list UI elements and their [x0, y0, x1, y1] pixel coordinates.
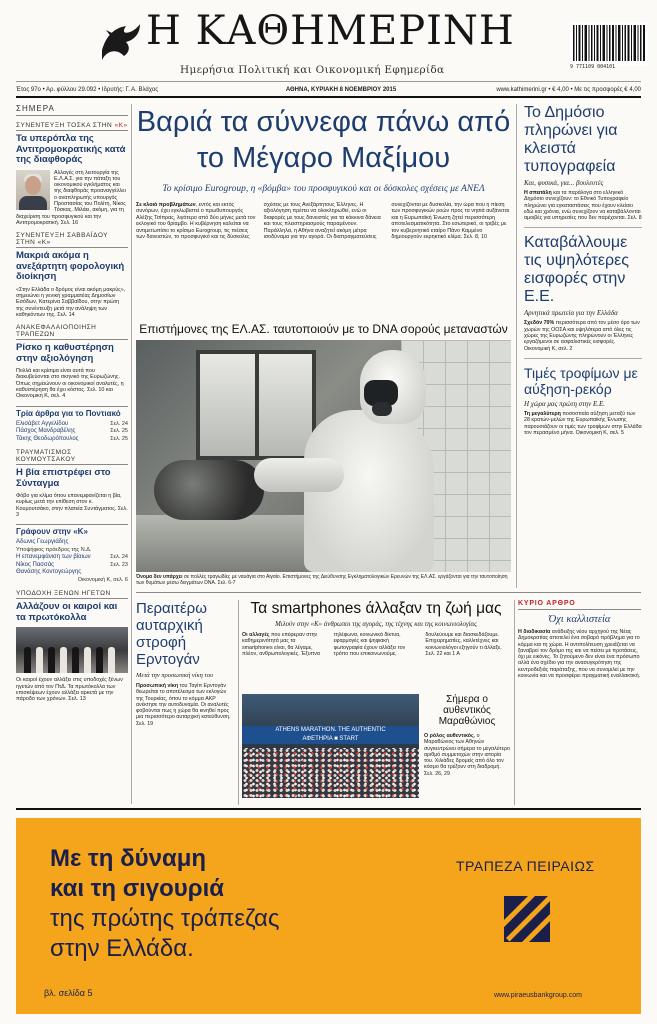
piraeus-bank-logo-icon [504, 896, 550, 942]
left-sidebar [16, 104, 128, 804]
column-divider [238, 600, 239, 805]
lab-photo [136, 340, 511, 572]
today-label: ΣΗΜΕΡΑ [16, 104, 128, 116]
story-deck: Η χώρα μας πρώτη στην Ε.Ε. [524, 399, 606, 408]
marathon-story [424, 694, 510, 777]
story-text: Πολλά και κρίσιμα είναι αυτά που διακυβεύονται στο σκηνικό της Ευρωζώνης. Όπως σημειώνουν οι οικονομικοί αναλυτές, η καθυστέρηση θα έχει κόστος. Σελ. 10 και Οικονομική Κ, σελ. 4 [16, 368, 124, 400]
story-text: Οι αλλαγές που επέφεραν στην καθημερινότητά μας τα smartphones είναι, θα λέγαμε, πλέον, ανθρωπολογικές. Έξυπνα τηλέφωνα, κοινωνικά δίκτυα, εφαρμογές και ψηφιακή φωτογραφία έχουν αλλάξει τον τρόπο που επικοινωνούμε, δουλεύουμε και διασκεδάζουμε. Επιχειρηματίες, καλλιτέχνες και κοινωνιολόγοι εξηγούν τι άλλαξε. Σελ. 22 και 1 Α [242, 632, 502, 657]
ad-headline: Με τη δύναμη και τη σιγουριά [50, 845, 225, 902]
story-headline[interactable]: Περαιτέρω αυταρχική στροφή Ερντογάν [136, 600, 207, 668]
columnist-list [16, 539, 128, 584]
section-label: ΥΠΟΔΟΧΗ ΞΕΝΩΝ ΗΓΕΤΩΝ [16, 590, 128, 599]
editorial [518, 600, 641, 679]
list-item[interactable]: Αδωνις Γεωργιάδης [16, 539, 69, 546]
column-divider [514, 600, 515, 805]
main-deck: Το κρίσιμο Eurogroup, η «βόμβα» του προσφυγικού και οι δύσκολες σχέσεις με ΑΝΕΛ [162, 184, 485, 194]
marathon-banner: ATHENS MARATHON. THE AUTHENTIC ΑΦΕΤΗΡΙΑ ■ START [242, 726, 419, 744]
section-label: ΤΡΑΥΜΑΤΙΣΜΟΣ ΚΟΥΜΟΥΤΣΑΚΟΥ [16, 449, 128, 465]
story-text: Η διαδικασία ανάδειξης νέου αρχηγού της Νέας Δημοκρατίας αποτελεί ένα σοβαρό πρόβλημα για το κόμμα και τη χώρα. Η αντιπολίτευση χρειάζεται να ξαναβρεί τον δρόμο της και να πείσει με προτάσεις, όχι με εικόνες. Το ζητούμενο δεν είναι ένα πρόσωπο αλλά ένα σχέδιο για την ανασυγκρότηση της κεντροδεξιάς παράταξης, που να συνομιλεί με την κοινωνία και να προσφέρει πραγματική εναλλακτική. [518, 629, 641, 680]
ad-page-reference: βλ. σελίδα 5 [44, 988, 93, 998]
story-text: Η σπατάλη και τα παράλογα στο ελληνικό Δημόσιο συνεχίζουν: το Εθνικό Τυπογραφείο πληρώνει για εγκαταστάσεις που έχουν κλείσει εδώ και χρόνια, ενώ συνεχίζουν να καταβάλλονται αμοιβές για υπηρεσίες που δεν παρέχονται. Σελ. 8 [524, 190, 642, 222]
column-divider [131, 104, 132, 804]
avatar [16, 170, 50, 210]
story-text: Σχεδόν 70% περισσότερα από τον μέσο όρο των χωρών της ΟΟΣΑ και υψηλότερα από όλες τις χώρες της Ευρωζώνης πληρώνουν οι Έλληνες εργαζόμενοι σε ασφαλιστικές εισφορές. Οικονομική Κ, σελ. 2 [524, 320, 640, 352]
story-text: Τη μεγαλύτερη ποσοστιαία αύξηση μεταξύ των 28 κρατών-μελών της Ευρωπαϊκής Ένωσης παρουσιάζουν οι τιμές των τροφίμων στην Ελλάδα τον περασμένο μήνα. Οικονομική Κ, σελ. 5 [524, 410, 642, 436]
list-item-note: Υποψήφιος πρόεδρος της Ν.Δ. [16, 546, 92, 553]
story-text: «Στην Ελλάδα ο δρόμος είναι ακόμη μακρύς», σημειώνει η γενική γραμματέας Δημοσίων Εσόδων, Κατερίνα Σαββαΐδου, στην πρώτη της συνέντευξη μετά την ανάληψη των καθηκόντων της. Σελ. 14 [16, 286, 126, 318]
section-label: ΑΝΑΚΕΦΑΛΑΙΟΠΟΙΗΣΗ ΤΡΑΠΕΖΩΝ [16, 324, 128, 340]
story-deck: Μιλούν στην «Κ» άνθρωποι της αγοράς, της τέχνης και της κοινωνιολογίας [275, 621, 477, 628]
barcode-icon [570, 22, 648, 66]
story-headline[interactable]: Καταβάλλουμε τις υψηλότερες εισφορές στην Ε.Ε. [524, 234, 629, 306]
section-label: ΚΥΡΙΟ ΑΡΘΡΟ [518, 600, 641, 610]
divider [136, 592, 641, 593]
divider [16, 808, 641, 810]
story-deck: Και, φυσικά, για... βουλευτές [524, 179, 604, 187]
list-item[interactable]: Ελισάβετ Αγγελίδου Σελ. 24 [16, 420, 128, 427]
story-text: Αλλαγές στη λειτουργία της Ε.Λ.Α.Σ. για την πάταξη του οικονομικού εγκλήματος και της διαφθοράς προαναγγέλλει ο αναπληρωτής υπουργός Προστασίας του Πολίτη, Νίκος Τόσκας. Μιλάει, ακόμη, για τη διαχείριση του προσφυγικού και την Αντιτρομοκρατική. Σελ. 16 [16, 169, 126, 226]
story-headline[interactable]: Σήμερα ο αυθεντικός Μαραθώνιος [438, 694, 496, 727]
list-item[interactable]: Νίκος Πασσάς Σελ. 23 [16, 561, 128, 568]
column-divider [516, 104, 517, 588]
story-headline[interactable]: Ρίσκο η καθυστέρηση στην αξιολόγηση [16, 342, 114, 364]
list-item[interactable]: Τάκης Θεοδωρόπουλος Σελ. 25 [16, 435, 128, 442]
story-text: Προσωπική νίκη του Ταγίπ Ερντογάν θεωρείται το αποτέλεσμα των εκλογών της Τουρκίας, όπου το κόμμα AKP ανέκτησε την αυτοδυναμία. Οι αναλυτές φοβούνται πως η χώρα θα κινηθεί προς μια περισσότερο αυταρχική κατεύθυνση. Σελ. 19 [136, 683, 231, 727]
divider [524, 358, 642, 359]
story-headline[interactable]: Τα smartphones άλλαξαν τη ζωή μας [250, 600, 502, 617]
photo-caption: Όνομα δεν υπάρχει σε πολλές τραγωδίες με ναυάγια στο Αιγαίο. Επιστήμονες της Διεύθυνσης Εγκληματολογικών Ερευνών της ΕΛ.ΑΣ. εργάζονται για την ταυτοποίηση των θυμάτων μέσω δειγμάτων DNA. Σελ. 6-7 [136, 574, 508, 586]
story-deck: Αρνητικά πρωτεία για την Ελλάδα [524, 309, 618, 318]
story-headline[interactable]: Μακριά ακόμα η ανεξάρτητη φορολογική διοίκηση [16, 250, 125, 283]
erdogan-story [136, 600, 234, 727]
issue-date: ΑΘΗΝΑ, ΚΥΡΙΑΚΗ 8 ΝΟΕΜΒΡΙΟΥ 2015 [285, 86, 397, 93]
list-item[interactable]: Θανάσης Κοντογεώργης [16, 569, 82, 576]
guard-photo [16, 627, 128, 673]
story-headline[interactable]: Τιμές τροφίμων με αύξηση-ρεκόρ [524, 364, 638, 397]
right-column [524, 104, 642, 442]
divider [524, 227, 642, 228]
masthead [0, 0, 657, 95]
ad-subheadline: της πρώτης τράπεζας στην Ελλάδα. [50, 905, 280, 962]
main-headline[interactable]: Βαριά τα σύννεφα πάνω από το Μέγαρο Μαξίμου [136, 106, 511, 174]
story-headline[interactable]: Η βία επιστρέφει στο Σύνταγμα [16, 467, 111, 489]
story-text: Οι καιροί έχουν αλλάξει στις υποδοχές ξένων ηγετών από τον ΠτΔ. Τα πρωτόκολλα των επισκέψεων έχουν αλλάξει αρκετά με την πάροδο των χρόνων. Σελ. 13 [16, 677, 123, 703]
story-headline[interactable]: Το Δημόσιο πληρώνει για κλειστά τυπογραφεία [524, 104, 618, 175]
divider [16, 96, 641, 98]
section-label: ΣΥΝΕΝΤΕΥΞΗ ΣΑΒΒΑΪΔΟΥ ΣΤΗΝ «Κ» [16, 232, 128, 248]
website-price: www.kathimerini.gr • € 4,00 • Με τις προσφορές € 4,00 [496, 86, 641, 93]
list-item[interactable]: Η επανεμφάνιση των βίαιων Σελ. 24 [16, 554, 128, 561]
marathon-photo [242, 694, 419, 798]
story-text: Φόβο για κλίμα όπου επανεμφανίζεται η βία, κυρίως μετά την επίθεση στον κ. Κουμουτσάκο, στην πλατεία Συντάγματος. Σελ. 3 [16, 493, 128, 519]
story-headline[interactable]: Τρία άρθρα για το Ποντιακό [16, 406, 128, 418]
story-headline[interactable]: Αλλάζουν οι καιροί και τα πρωτόκολλα [16, 601, 118, 623]
story-text: Ο ρόλος αυθεντικός, ο Μαραθώνιος των Αθηνών συγκεντρώνει σήμερα το μεγαλύτερο αριθμό συμμετοχών στην ιστορία του. Χιλιάδες δρομείς από όλο τον κόσμο θα τρέξουν στη διαδρομή. Σελ. 26, 29 [424, 733, 510, 777]
issue-info-bar [16, 84, 641, 95]
main-story-body: Σε κλοιό προβλημάτων, εντός και εκτός συνόρων, έχει εγκλωβιστεί ο πρωθυπουργός Αλέξης Τσίπρας, λιγότερο από δύο μήνες μετά τον εκλογικό του θρίαμβο. Η κυβέρνηση καλείται να αντιμετωπίσει το κρίσιμο Eurogroup, τις πιέσεις των δανειστών, το προσφυγικό και τις δύσκολες σχέσεις με τους Ανεξάρτητους Έλληνες. Η αξιολόγηση πρέπει να ολοκληρωθεί, ενώ οι διαφορές με τους δανειστές για τα κόκκινα δάνεια και τους πλειστηριασμούς παραμένουν. Παράλληλα, η Αθήνα αναζητεί ακόμη μέτρα ισοδύναμα για την αγορά. Οι διαπραγματεύσεις συνεχίζονται με δυσκολία, την ώρα που η πίεση των προσφυγικών ροών προς τα νησιά αυξάνεται και η Ευρωπαϊκή Ένωση ζητεί περισσότερη αποτελεσματικότητα. Στο εσωτερικό, οι τριβές με τον κυβερνητικό εταίρο Πάνο Καμμένο δημιουργούν εκρηκτικό κλίμα. Σελ. 8, 10 [136, 202, 510, 241]
story-headline[interactable]: Όχι καλλιστεία [548, 614, 611, 625]
griffin-logo-icon [96, 16, 144, 64]
issue-number: Έτος 97ο • Αρ. φύλλου 29.092 • Ιδρυτής: Γ. Α. Βλάχος [16, 86, 159, 93]
bank-url[interactable]: www.piraeusbankgroup.com [494, 992, 582, 999]
newspaper-subtitle: Ημερήσια Πολιτική και Οικονομική Εφημερίδα [180, 64, 445, 76]
section-label: ΣΥΝΕΝΤΕΥΞΗ ΤΟΣΚΑ ΣΤΗΝ «Κ» [16, 122, 128, 129]
columnist-list [16, 421, 128, 444]
newspaper-title: Η ΚΑΘΗΜΕΡΙΝΗ [146, 8, 515, 54]
list-item[interactable]: Πάσχος Μανδραβέλης Σελ. 25 [16, 428, 128, 435]
barcode-number: 9 771109 004101 [570, 64, 616, 70]
smartphones-story [242, 600, 510, 690]
photo-headline[interactable]: Επιστήμονες της ΕΛ.ΑΣ. ταυτοποιούν με το DNA σορούς μεταναστών [139, 322, 508, 336]
bank-name: ΤΡΑΠΕΖΑ ΠΕΙΡΑΙΩΣ [456, 858, 595, 874]
story-headline[interactable]: Γράφουν στην «Κ» [16, 524, 128, 536]
story-headline[interactable]: Τα υπερόπλα της Αντιτρομοκρατικής κατά της διαφθοράς [16, 133, 126, 165]
list-item-note: Οικονομική Κ, σελ. 6 [77, 576, 128, 583]
bank-advertisement[interactable] [16, 818, 641, 1014]
divider [16, 81, 641, 82]
story-deck: Μετά την προσωπική νίκη του [136, 672, 214, 679]
